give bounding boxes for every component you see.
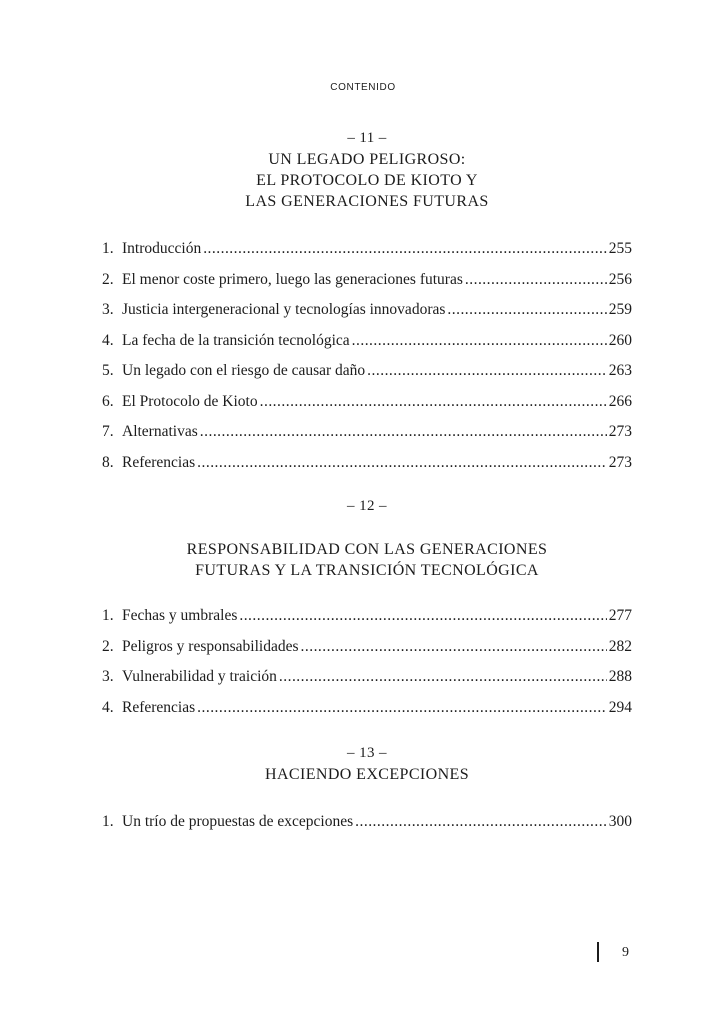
entry-page: 255 xyxy=(608,240,632,257)
chapter-11 xyxy=(102,128,632,484)
entry-title: Peligros y responsabilidades xyxy=(122,637,299,655)
chapter-number: – 12 – xyxy=(347,498,387,514)
toc-entry[interactable] xyxy=(102,423,632,454)
entry-title: Vulnerabilidad y traición xyxy=(122,668,277,685)
entry-page: 282 xyxy=(608,637,632,655)
entry-page: 288 xyxy=(608,668,632,685)
toc-entry[interactable] xyxy=(102,301,632,332)
entry-number: 3. xyxy=(102,668,114,685)
entry-title: Un trío de propuestas de excepciones xyxy=(122,813,354,830)
toc-entry[interactable] xyxy=(102,813,632,844)
entry-number: 4. xyxy=(102,331,114,349)
toc-entry[interactable] xyxy=(102,699,632,730)
entry-number: 1. xyxy=(102,607,114,624)
chapter-title-line: HACIENDO EXCEPCIONES xyxy=(265,766,469,783)
entry-number: 8. xyxy=(102,453,114,471)
running-header: CONTENIDO xyxy=(330,82,396,93)
entry-number: 3. xyxy=(102,301,114,318)
entry-title: Un legado con el riesgo de causar daño xyxy=(122,362,366,379)
entry-number: 1. xyxy=(102,240,114,257)
toc-entry[interactable] xyxy=(102,271,632,302)
entry-title: La fecha de la transición tecnológica xyxy=(122,331,350,349)
page-number: 9 xyxy=(622,945,629,960)
toc-entry[interactable] xyxy=(102,332,632,363)
entry-page: 277 xyxy=(608,607,632,624)
dot-leader xyxy=(447,301,606,319)
toc-list xyxy=(102,240,632,484)
toc-entry[interactable] xyxy=(102,362,632,393)
chapter-title-line: EL PROTOCOLO DE KIOTO Y xyxy=(256,172,478,189)
entry-page: 263 xyxy=(608,362,632,379)
chapter-12 xyxy=(102,496,632,729)
entry-number: 7. xyxy=(102,423,114,440)
entry-title: Alternativas xyxy=(122,423,198,440)
toc-list xyxy=(102,607,632,729)
dot-leader xyxy=(200,423,607,441)
entry-page: 300 xyxy=(608,813,632,830)
entry-number: 6. xyxy=(102,392,114,410)
chapter-number: – 13 – xyxy=(347,745,387,761)
entry-number: 2. xyxy=(102,270,114,288)
toc-list xyxy=(102,813,632,844)
entry-title: Referencias xyxy=(122,698,196,716)
entry-page: 294 xyxy=(608,698,632,716)
dot-leader xyxy=(239,607,606,625)
chapter-13 xyxy=(102,743,632,844)
toc-entry[interactable] xyxy=(102,393,632,424)
dot-leader xyxy=(301,638,607,656)
dot-leader xyxy=(367,362,607,380)
entry-title: Introducción xyxy=(122,240,202,257)
folio-rule xyxy=(597,942,599,962)
entry-number: 4. xyxy=(102,698,114,716)
chapter-title-line: LAS GENERACIONES FUTURAS xyxy=(245,193,489,210)
entry-page: 273 xyxy=(608,453,632,471)
toc-entry[interactable] xyxy=(102,454,632,485)
chapter-title-line: RESPONSABILIDAD CON LAS GENERACIONES xyxy=(186,541,548,558)
chapter-title-line: UN LEGADO PELIGROSO: xyxy=(268,151,466,168)
chapter-number: – 11 – xyxy=(347,130,387,146)
entry-page: 260 xyxy=(608,331,632,349)
entry-page: 273 xyxy=(608,423,632,440)
toc-entry[interactable] xyxy=(102,638,632,669)
entry-title: Justicia intergeneracional y tecnologías innovadoras xyxy=(122,301,446,318)
entry-title: El Protocolo de Kioto xyxy=(122,392,258,410)
dot-leader xyxy=(197,454,607,472)
entry-title: Fechas y umbrales xyxy=(122,607,238,624)
dot-leader xyxy=(355,813,607,831)
entry-number: 2. xyxy=(102,637,114,655)
dot-leader xyxy=(279,668,607,686)
dot-leader xyxy=(352,332,607,350)
entry-title: Referencias xyxy=(122,453,196,471)
dot-leader xyxy=(465,271,607,289)
dot-leader xyxy=(203,240,607,258)
toc-entry[interactable] xyxy=(102,240,632,271)
dot-leader xyxy=(197,699,607,717)
chapter-title-line: FUTURAS Y LA TRANSICIÓN TECNOLÓGICA xyxy=(195,562,539,579)
toc-entry[interactable] xyxy=(102,607,632,638)
dot-leader xyxy=(260,393,607,411)
entry-page: 259 xyxy=(608,301,632,318)
entry-title: El menor coste primero, luego las generaciones futuras xyxy=(122,270,463,288)
entry-page: 266 xyxy=(608,392,632,410)
entry-number: 1. xyxy=(102,813,114,830)
entry-number: 5. xyxy=(102,362,114,379)
toc-entry[interactable] xyxy=(102,668,632,699)
entry-page: 256 xyxy=(608,270,632,288)
